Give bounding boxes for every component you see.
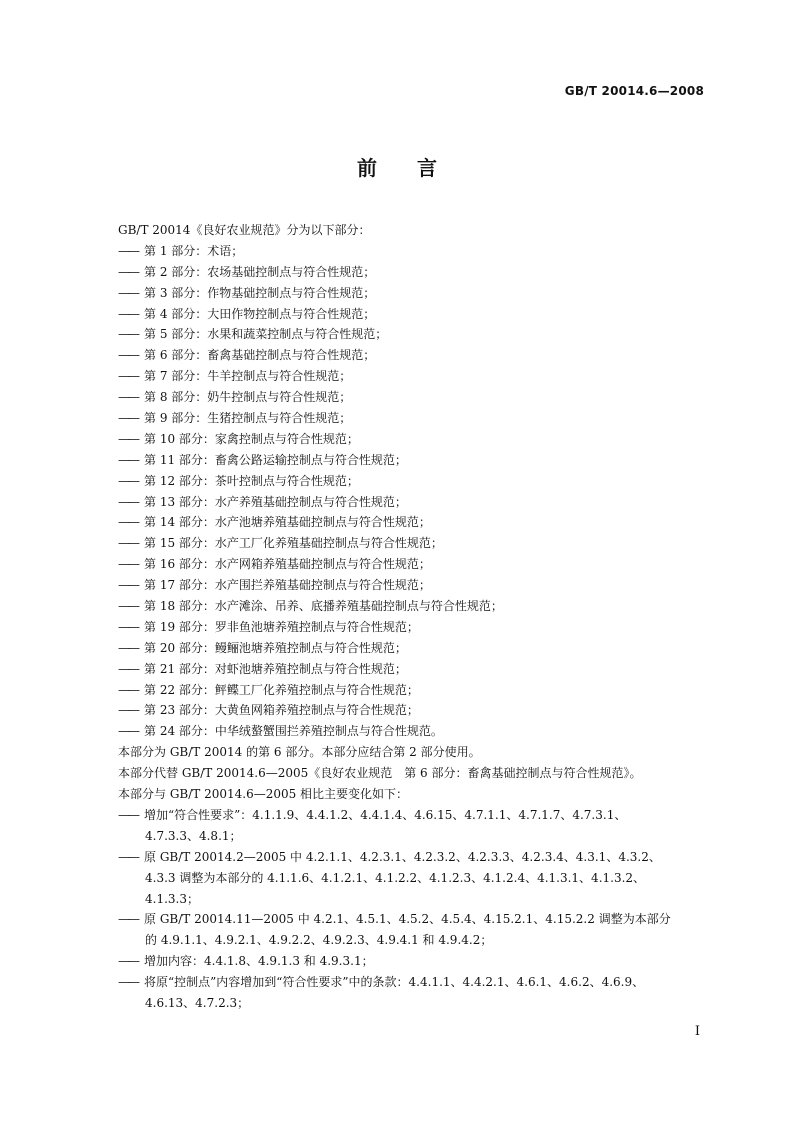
- change-continuation-line: 4.3.3 调整为本部分的 4.1.1.6、4.1.2.1、4.1.2.2、4.1.2.3、4.1.2.4、4.1.3.1、4.1.3.2、: [145, 870, 646, 885]
- part-label: 第 7 部分：牛羊控制点与符合性规范；: [144, 369, 352, 384]
- em-dash: ——: [118, 954, 138, 969]
- em-dash: ——: [118, 599, 138, 614]
- part-list-item: [118, 659, 708, 680]
- page-number: I: [694, 1024, 700, 1039]
- change-continuation-line: 4.7.3.3、4.8.1；: [145, 828, 242, 843]
- em-dash: ——: [118, 473, 138, 488]
- part-list-item: [118, 471, 708, 492]
- em-dash: ——: [118, 536, 138, 551]
- part-label: 第 13 部分：水产养殖基础控制点与符合性规范；: [144, 494, 407, 509]
- part-list-item: [118, 638, 708, 659]
- em-dash: ——: [118, 243, 138, 258]
- part-label: 第 3 部分：作物基础控制点与符合性规范；: [144, 285, 376, 300]
- part-label: 第 5 部分：水果和蔬菜控制点与符合性规范；: [144, 327, 388, 342]
- part-label: 第 10 部分：家禽控制点与符合性规范；: [144, 431, 359, 446]
- em-dash: ——: [118, 661, 138, 676]
- statement-paragraph: 本部分代替 GB/T 20014.6—2005《良好农业规范 第 6 部分：畜禽基础控制点与符合性规范》。: [118, 766, 642, 781]
- part-label: 第 18 部分：水产滩涂、吊养、底播养殖基础控制点与符合性规范；: [144, 599, 503, 614]
- change-first-line: [118, 909, 708, 930]
- part-label: 第 6 部分：畜禽基础控制点与符合性规范；: [144, 348, 376, 363]
- em-dash: ——: [118, 703, 138, 718]
- change-text: 增加内容：4.4.1.8、4.9.1.3 和 4.9.3.1；: [144, 954, 374, 969]
- part-list-item: [118, 366, 708, 387]
- change-item: [118, 972, 708, 1014]
- part-label: 第 16 部分：水产网箱养殖基础控制点与符合性规范；: [144, 557, 431, 572]
- em-dash: ——: [118, 640, 138, 655]
- change-first-line: [118, 847, 708, 868]
- em-dash: ——: [118, 494, 138, 509]
- change-item: [118, 951, 708, 972]
- changes-list: [118, 805, 708, 1014]
- em-dash: ——: [118, 578, 138, 593]
- part-label: 第 22 部分：鲆鲽工厂化养殖控制点与符合性规范；: [144, 682, 419, 697]
- part-list-item: [118, 387, 708, 408]
- part-label: 第 4 部分：大田作物控制点与符合性规范；: [144, 306, 376, 321]
- part-label: 第 11 部分：畜禽公路运输控制点与符合性规范；: [144, 452, 407, 467]
- change-first-line: [118, 951, 708, 972]
- part-label: 第 9 部分：生猪控制点与符合性规范；: [144, 411, 352, 426]
- em-dash: ——: [118, 431, 138, 446]
- change-text: 增加“符合性要求”：4.1.1.9、4.4.1.2、4.4.1.4、4.6.15、4.7.1.1、4.7.1.7、4.7.3.1、: [144, 807, 627, 822]
- change-item: [118, 909, 708, 951]
- part-label: 第 23 部分：大黄鱼网箱养殖控制点与符合性规范；: [144, 703, 419, 718]
- part-list-item: [118, 533, 708, 554]
- intro-paragraph: GB/T 20014《良好农业规范》分为以下部分：: [118, 223, 371, 237]
- part-list-item: [118, 492, 708, 513]
- em-dash: ——: [118, 807, 138, 822]
- part-list-item: [118, 304, 708, 325]
- em-dash: ——: [118, 285, 138, 300]
- part-label: 第 17 部分：水产围拦养殖基础控制点与符合性规范；: [144, 578, 431, 593]
- part-label: 第 2 部分：农场基础控制点与符合性规范；: [144, 264, 376, 279]
- statement-paragraph: 本部分为 GB/T 20014 的第 6 部分。本部分应结合第 2 部分使用。: [118, 745, 481, 760]
- part-list-item: [118, 324, 708, 345]
- em-dash: ——: [118, 682, 138, 697]
- statement-paragraph: 本部分与 GB/T 20014.6—2005 相比主要变化如下：: [118, 787, 409, 802]
- part-list-item: [118, 512, 708, 533]
- em-dash: ——: [118, 369, 138, 384]
- part-label: 第 15 部分：水产工厂化养殖基础控制点与符合性规范；: [144, 536, 443, 551]
- change-continuation-line: 4.1.3.3；: [145, 891, 199, 906]
- preface-body: [118, 220, 708, 1014]
- standard-code: GB/T 20014.6—2008: [564, 84, 704, 98]
- change-item: [118, 847, 708, 910]
- em-dash: ——: [118, 306, 138, 321]
- part-label: 第 14 部分：水产池塘养殖基础控制点与符合性规范；: [144, 515, 431, 530]
- em-dash: ——: [118, 912, 138, 927]
- em-dash: ——: [118, 557, 138, 572]
- page-title: 前言: [357, 156, 477, 180]
- change-first-line: [118, 805, 708, 826]
- em-dash: ——: [118, 849, 138, 864]
- em-dash: ——: [118, 619, 138, 634]
- change-text: 将原“控制点”内容增加到“符合性要求”中的条款：4.4.1.1、4.4.2.1、4.6.1、4.6.2、4.6.9、: [144, 975, 645, 990]
- em-dash: ——: [118, 327, 138, 342]
- part-list-item: [118, 721, 708, 742]
- part-list-item: [118, 429, 708, 450]
- part-label: 第 8 部分：奶牛控制点与符合性规范；: [144, 390, 352, 405]
- em-dash: ——: [118, 390, 138, 405]
- part-list-item: [118, 596, 708, 617]
- em-dash: ——: [118, 411, 138, 426]
- part-list-item: [118, 575, 708, 596]
- part-list-item: [118, 283, 708, 304]
- part-list-item: [118, 450, 708, 471]
- part-label: 第 20 部分：鳗鲡池塘养殖控制点与符合性规范；: [144, 640, 407, 655]
- parts-list: [118, 241, 708, 742]
- part-list-item: [118, 554, 708, 575]
- part-label: 第 12 部分：茶叶控制点与符合性规范；: [144, 473, 359, 488]
- change-continuation-line: 的 4.9.1.1、4.9.2.1、4.9.2.2、4.9.2.3、4.9.4.1 和 4.9.4.2；: [145, 933, 493, 948]
- part-list-item: [118, 262, 708, 283]
- statements: [118, 742, 708, 805]
- change-first-line: [118, 972, 708, 993]
- change-text: 原 GB/T 20014.11—2005 中 4.2.1、4.5.1、4.5.2、4.5.4、4.15.2.1、4.15.2.2 调整为本部分: [144, 912, 671, 927]
- part-list-item: [118, 408, 708, 429]
- change-text: 原 GB/T 20014.2—2005 中 4.2.1.1、4.2.3.1、4.2.3.2、4.2.3.3、4.2.3.4、4.3.1、4.3.2、: [144, 849, 661, 864]
- part-list-item: [118, 680, 708, 701]
- em-dash: ——: [118, 348, 138, 363]
- part-list-item: [118, 617, 708, 638]
- em-dash: ——: [118, 515, 138, 530]
- em-dash: ——: [118, 724, 138, 739]
- part-label: 第 21 部分：对虾池塘养殖控制点与符合性规范；: [144, 661, 407, 676]
- part-list-item: [118, 241, 708, 262]
- part-list-item: [118, 345, 708, 366]
- em-dash: ——: [118, 264, 138, 279]
- change-continuation-line: 4.6.13、4.7.2.3；: [145, 996, 250, 1011]
- part-label: 第 19 部分：罗非鱼池塘养殖控制点与符合性规范；: [144, 619, 419, 634]
- change-item: [118, 805, 708, 847]
- part-list-item: [118, 700, 708, 721]
- part-label: 第 24 部分：中华绒螯蟹围拦养殖控制点与符合性规范。: [144, 724, 443, 739]
- em-dash: ——: [118, 975, 138, 990]
- part-label: 第 1 部分：术语；: [144, 243, 244, 258]
- em-dash: ——: [118, 452, 138, 467]
